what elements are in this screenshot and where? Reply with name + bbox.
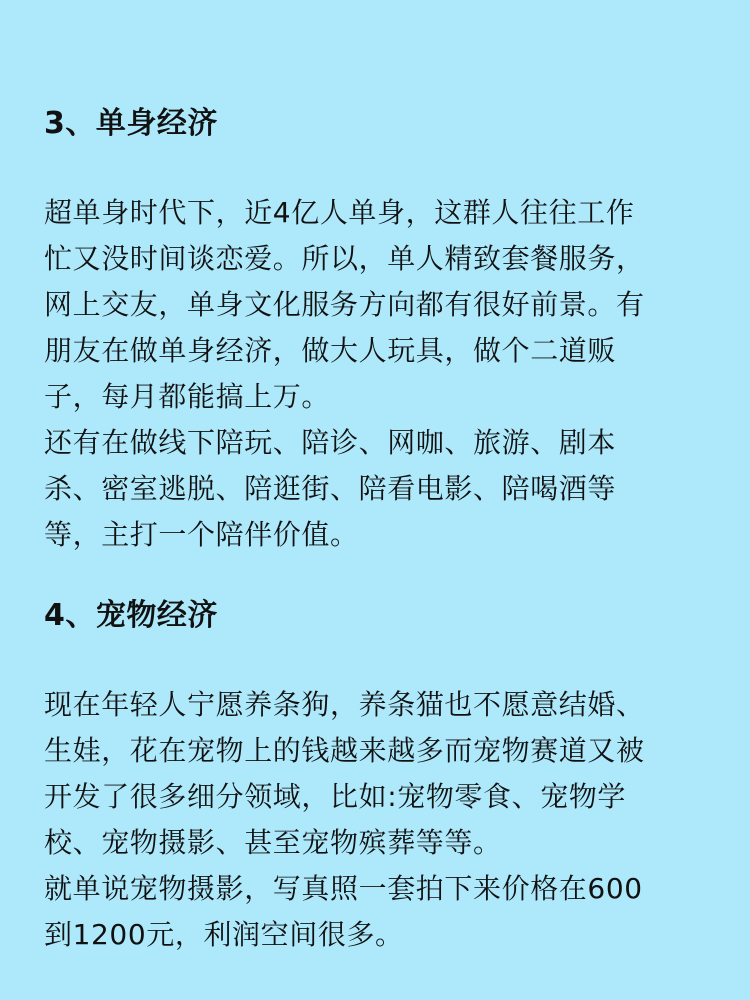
section-3-line: 还有在做线下陪玩、陪诊、网咖、旅游、剧本 [44,426,617,459]
section-3-line: 网上交友，单身文化服务方向都有很好前景。有 [44,288,645,321]
section-3-heading: 3、单身经济 [44,106,218,141]
section-4-line: 就单说宠物摄影，写真照一套拍下来价格在600 [44,872,643,905]
section-3-line: 子，每月都能搞上万。 [44,380,331,413]
section-4-body [44,682,724,958]
section-3-line: 超单身时代下，近4亿人单身，这群人往往工作 [44,196,635,229]
section-3-line: 忙又没时间谈恋爱。所以，单人精致套餐服务， [44,242,645,275]
section-4-line: 到1200元，利润空间很多。 [44,918,404,951]
section-3-line: 朋友在做单身经济，做大人玩具，做个二道贩 [44,334,617,367]
section-4-line: 校、宠物摄影、甚至宠物殡葬等等。 [44,826,502,859]
section-4-heading: 4、宠物经济 [44,598,218,633]
section-4-line: 开发了很多细分领域，比如:宠物零食、宠物学 [44,780,627,813]
section-4-line: 生娃，花在宠物上的钱越来越多而宠物赛道又被 [44,734,645,767]
section-4-line: 现在年轻人宁愿养条狗，养条猫也不愿意结婚、 [44,688,645,721]
section-3-line: 杀、密室逃脱、陪逛街、陪看电影、陪喝酒等 [44,472,617,505]
section-3-line: 等，主打一个陪伴价值。 [44,518,359,551]
section-3-body [44,190,724,558]
